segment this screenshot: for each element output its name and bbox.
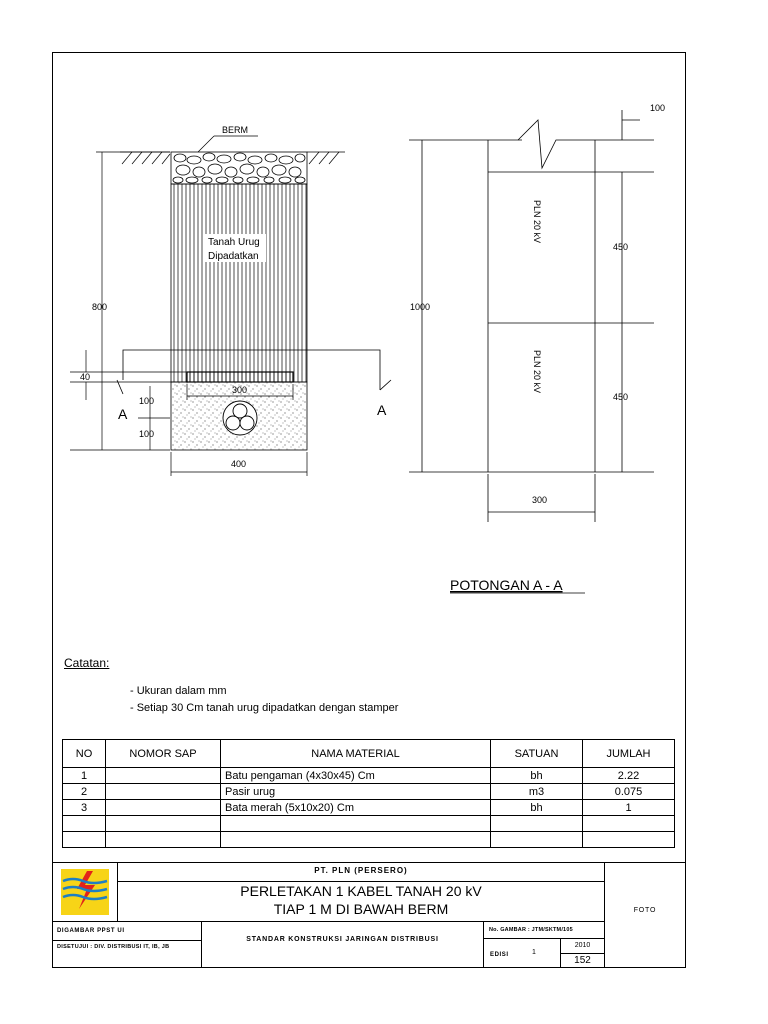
section-mark-left: A <box>118 406 128 422</box>
drawn-by: DIGAMBAR PPST UI <box>57 928 125 934</box>
berm-leader <box>198 136 258 152</box>
cell-unit: bh <box>491 800 583 816</box>
cell-unit: bh <box>491 768 583 784</box>
table-row <box>63 832 675 848</box>
compacted-fill <box>171 184 307 382</box>
cell-qty: 0.075 <box>583 784 675 800</box>
page-number: 152 <box>574 955 591 966</box>
dim-400: 400 <box>231 459 247 469</box>
section-mark-right: A <box>377 402 387 418</box>
right-dim-100: 100 <box>650 103 666 113</box>
edition-label: EDISI <box>490 952 509 958</box>
table-header-row <box>63 740 675 768</box>
cell-qty <box>583 816 675 832</box>
cell-qty <box>583 832 675 848</box>
cell-sap <box>106 784 221 800</box>
cell-no: 1 <box>63 768 106 784</box>
edition-value: 1 <box>532 949 536 956</box>
table-row <box>63 816 675 832</box>
table-row <box>63 784 675 800</box>
drawing-title-2: TIAP 1 M DI BAWAH BERM <box>273 901 449 917</box>
standard-label: STANDAR KONSTRUKSI JARINGAN DISTRIBUSI <box>246 936 439 943</box>
cell-name: Bata merah (5x10x20) Cm <box>221 800 491 816</box>
berm-label: BERM <box>222 125 249 135</box>
notes-title: Catatan: <box>64 656 110 670</box>
fill-label-2: Dipadatkan <box>208 251 259 262</box>
cell-unit <box>491 832 583 848</box>
right-dim-300: 300 <box>532 495 548 505</box>
materials-table <box>62 739 675 848</box>
note-item: - Ukuran dalam mm <box>130 685 227 697</box>
header-sap: NOMOR SAP <box>106 740 221 768</box>
tile-label-bottom: PLN 20 kV <box>532 350 542 394</box>
header-no: NO <box>63 740 106 768</box>
right-dim-1000: 1000 <box>410 302 431 312</box>
tile-label-top: PLN 20 kV <box>532 200 542 244</box>
header-unit: SATUAN <box>491 740 583 768</box>
berm-gravel <box>171 152 307 184</box>
note-item: - Setiap 30 Cm tanah urug dipadatkan dengan stamper <box>130 702 399 714</box>
dim-100-a: 100 <box>139 396 155 406</box>
cell-qty: 1 <box>583 800 675 816</box>
dim-300: 300 <box>232 385 248 395</box>
standard-cell <box>201 921 484 968</box>
dim-100-b: 100 <box>139 429 155 439</box>
protective-slab <box>187 372 293 382</box>
cell-name: Pasir urug <box>221 784 491 800</box>
cell-name <box>221 832 491 848</box>
cell-name <box>221 816 491 832</box>
photo-label: FOTO <box>633 907 657 914</box>
cell-qty: 2.22 <box>583 768 675 784</box>
pln-logo <box>53 863 117 921</box>
cell-no <box>63 832 106 848</box>
dim-40: 40 <box>80 372 91 382</box>
drawing-title-1: PERLETAKAN 1 KABEL TANAH 20 kV <box>240 883 482 899</box>
right-dim-450-b: 450 <box>613 392 629 402</box>
cell-no <box>63 816 106 832</box>
year: 2010 <box>574 942 591 949</box>
dim-800: 800 <box>92 302 108 312</box>
section-title: POTONGAN A - A <box>450 577 563 593</box>
table-row <box>63 800 675 816</box>
photo-cell <box>604 862 686 968</box>
company-name: PT. PLN (PERSERO) <box>314 866 408 875</box>
table-row <box>63 768 675 784</box>
cell-no: 3 <box>63 800 106 816</box>
header-qty: JUMLAH <box>583 740 675 768</box>
right-dim-450-a: 450 <box>613 242 629 252</box>
cell-unit <box>491 816 583 832</box>
cell-sap <box>106 816 221 832</box>
approved-by: DISETUJUI : DIV. DISTRIBUSI IT, IB, JB <box>57 944 170 950</box>
logo-cell <box>52 862 118 922</box>
cable-symbol <box>223 401 257 435</box>
section-a-a <box>409 110 654 522</box>
drawing-no: No. GAMBAR : JTM/SKTM/105 <box>489 927 573 933</box>
cell-sap <box>106 768 221 784</box>
cell-unit: m3 <box>491 784 583 800</box>
header-name: NAMA MATERIAL <box>221 740 491 768</box>
cell-no: 2 <box>63 784 106 800</box>
cell-name: Batu pengaman (4x30x45) Cm <box>221 768 491 784</box>
cell-sap <box>106 800 221 816</box>
cell-sap <box>106 832 221 848</box>
fill-label-1: Tanah Urug <box>208 237 260 248</box>
